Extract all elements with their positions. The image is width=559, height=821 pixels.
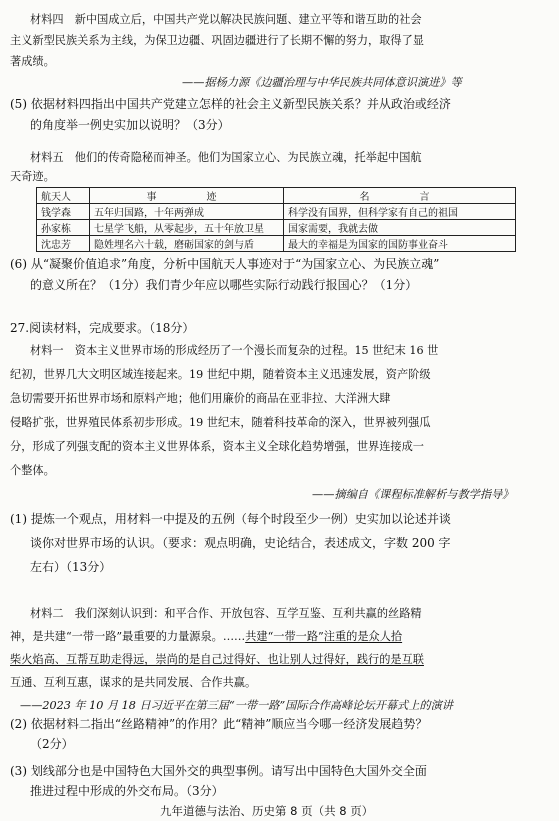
material-2-line-2-text: 神，是共建“一带一路”最重要的力量源泉。……: [10, 630, 246, 643]
material-5-line-2: 天奇迹。: [10, 170, 55, 183]
subquestion-3-line: 推进过程中形成的外交布局。（3分）: [30, 784, 224, 798]
table-row: [37, 220, 516, 236]
question-6-line-1: (6) 从“凝聚价值追求”角度，分析中国航天人事迹对于“为国家立心、为民族立魂”: [10, 257, 440, 271]
material-2-line-1: 材料二 我们深刻认识到：和平合作、开放包容、互学互鉴、互利共赢的丝路精: [30, 607, 422, 620]
material-5-line-1: 材料五 他们的传奇隐秘而神圣。他们为国家立心、为民族立魂，托举起中国航: [30, 151, 422, 164]
table-row: [37, 204, 516, 220]
table-header-cell: 航天人: [37, 188, 90, 204]
material-1-line: 材料一 资本主义世界市场的形成经历了一个漫长而复杂的过程。15 世纪末 16 世: [30, 344, 439, 357]
material-4-line-3: 著成绩。: [10, 55, 55, 68]
table-header-cell: 事 迹: [90, 188, 284, 204]
question-5-line-1: (5) 依据材料四指出中国共产党建立怎样的社会主义新型民族关系？并从政治或经济: [10, 97, 451, 111]
table-cell: 五年归国路，十年两弹成: [90, 204, 284, 220]
subquestion-1-line: 谈你对世界市场的认识。（要求：观点明确，史论结合，表述成文，字数 200 字: [30, 536, 451, 550]
page-footer: 九年道德与法治、历史第 8 页（共 8 页）: [160, 804, 374, 818]
subquestion-1-line: (1) 提炼一个观点，用材料一中提及的五例（每个时段至少一例）史实加以论述并谈: [10, 512, 451, 526]
material-4-source: ——据杨力源《边疆治理与中华民族共同体意识演进》等: [182, 76, 462, 89]
material-4-line-2: 主义新型民族关系为主线，为保卫边疆、巩固边疆进行了长期不懈的努力，取得了显: [10, 34, 424, 47]
subquestion-3-line: (3) 划线部分也是中国特色大国外交的典型事例。请写出中国特色大国外交全面: [10, 764, 427, 778]
table-header-cell: 名 言: [284, 188, 516, 204]
material-2-line-2: [10, 631, 402, 642]
underlined-phrase: 共建“一带一路”注重的是众人拾: [245, 630, 403, 643]
table-cell: 科学没有国界，但科学家有自己的祖国: [284, 204, 516, 220]
question-5-line-2: 的角度举一例史实加以说明？（3分）: [30, 118, 230, 132]
table-cell: 最大的幸福是为国家的国防事业奋斗: [284, 236, 516, 252]
astronaut-table: [36, 187, 516, 252]
material-4-line-1: 材料四 新中国成立后，中国共产党以解决民族问题、建立平等和谐互助的社会: [30, 13, 422, 26]
material-1-line: 个整体。: [10, 464, 55, 477]
material-1-line: 纪初，世界几大文明区域连接起来。19 世纪中期，随着资本主义迅速发展，资产阶级: [10, 368, 431, 381]
table-cell: 钱学森: [37, 204, 90, 220]
material-1-source: ——摘编自《课程标准解析与教学指导》: [312, 488, 514, 501]
table-header-row: [37, 188, 516, 204]
table-cell: 隐姓埋名六十载，磨砺国家的剑与盾: [90, 236, 284, 252]
material-1-line: 急切需要开拓世界市场和原料产地；他们用廉价的商品在亚非拉、大洋洲大肆: [10, 392, 391, 405]
material-2-source: ——2023 年 10 月 18 日习近平在第三届“一带一路”国际合作高峰论坛开幕式上的演讲: [20, 699, 453, 712]
table-cell: 国家需要，我就去做: [284, 220, 516, 236]
table-cell: 孙家栋: [37, 220, 90, 236]
material-1-line: 分，形成了列强支配的资本主义世界体系，资本主义全球化趋势增强，世界连接成一: [10, 440, 424, 453]
material-2-line-3: 柴火焰高、互帮互助走得远，崇尚的是自己过得好、也让别人过得好，践行的是互联: [10, 653, 424, 666]
table-cell: 七星学飞船，从零起步，五十年放卫星: [90, 220, 284, 236]
table-row: [37, 236, 516, 252]
subquestion-2-line: （2分）: [30, 737, 74, 751]
question-27-title: 27.阅读材料，完成要求。（18分）: [10, 321, 195, 335]
table-cell: 沈忠芳: [37, 236, 90, 252]
question-6-line-2: 的意义所在？（1分）我们青少年应以哪些实际行动践行报国心？（1分）: [30, 278, 418, 292]
material-1-line: 侵略扩张，世界殖民体系初步形成。19 世纪末，随着科技革命的深入，世界被列强瓜: [10, 416, 431, 429]
material-2-line-4: 互通、互利互惠，谋求的是共同发展、合作共赢。: [10, 676, 257, 689]
subquestion-2-line: (2) 依据材料二指出“丝路精神”的作用？此“精神”顺应当今哪一经济发展趋势？: [10, 717, 428, 731]
subquestion-1-line: 左右）（13分）: [30, 560, 112, 574]
